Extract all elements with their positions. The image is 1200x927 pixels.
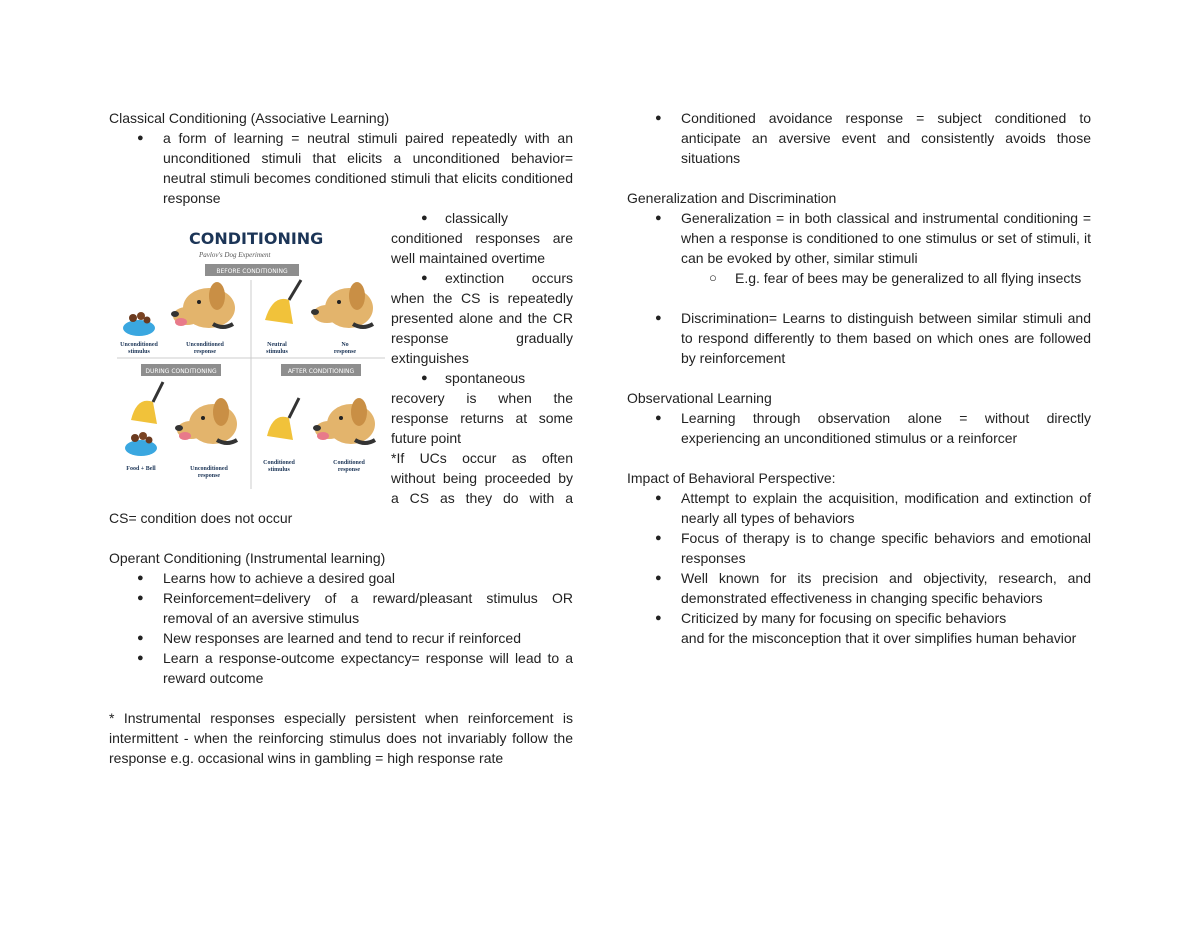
before-banner-text: BEFORE CONDITIONING [216,268,288,275]
list-item: ● Discrimination= Learns to distinguish between similar stimuli and to respond differently to them based on which ones are followed by reinforcement [655,310,1091,366]
bullet-icon: ● [421,212,428,224]
right-column [627,108,1091,648]
bullet-icon: ● [137,132,144,144]
list-item: ● Learns how to achieve a desired goal [137,570,395,586]
impact-title: Impact of Behavioral Perspective: [627,470,836,486]
list-item: ● Generalization = in both classical and instrumental conditioning = when a response is conditioned to one stimulus or set of stimuli, it can be evoked by other, similar stimuli [655,210,1091,266]
conditioning-figure [117,224,385,489]
label-unconditioned-stimulus: Unconditioned [120,342,158,348]
bullet-icon: ● [421,372,428,384]
label-conditioned-response: Conditioned [333,460,365,466]
quadrant-during [125,382,237,479]
list-item [109,128,573,208]
avoidance-text: Conditioned avoidance response = subject conditioned to anticipate an aversive event and consistently avoids those situations [681,110,1091,166]
label-neutral-stimulus: Neutral [267,342,287,348]
left-column [109,108,573,768]
svg-text:response: response [337,467,361,473]
after-banner-text: AFTER CONDITIONING [287,368,355,375]
bullet-icon: ● [655,212,662,224]
bell-icon [265,280,301,324]
list-item: ● classically [421,210,509,226]
dog-icon [171,282,235,328]
bullet-icon: ● [655,112,662,124]
bullet-icon: ● [655,312,662,324]
impact-continued: and for the misconception that it over simplifies human behavior [681,630,1077,646]
bowl-icon [123,320,155,336]
bullet-icon: ● [137,632,144,644]
bell-icon [267,398,299,440]
classical-definition: a form of learning = neutral stimuli paired repeatedly with an unconditioned stimuli that elicits a unconditioned behavior= neutral stimuli becomes conditioned stimuli that elicits conditioned response [163,130,573,206]
figure-subtitle: Pavlov's Dog Experiment [199,251,271,259]
list-item: ● spontaneous [421,370,526,386]
during-banner-text: DURING CONDITIONING [145,368,217,375]
bullet-icon: ● [655,612,662,624]
ucs-note-continued: CS= condition does not occur [109,510,293,526]
circle-bullet-icon: ○ [709,270,717,285]
svg-text:stimulus: stimulus [268,467,290,473]
list-item: ● Focus of therapy is to change specific behaviors and emotional responses [655,530,1091,566]
bullet-icon: ● [137,572,144,584]
quadrant-after [263,398,375,473]
dog-icon [313,398,375,444]
instrumental-note: * Instrumental responses especially persistent when reinforcement is intermittent - when the reinforcing stimulus does not invariably follow the response e.g. occasional wins in gambling = high response rate [109,710,573,766]
bullet-icon: ● [137,592,144,604]
generalization-title: Generalization and Discrimination [627,190,837,206]
label-food-bell: Food + Bell [126,466,156,472]
figure-wrap-region [109,208,573,508]
dog-icon [311,282,373,328]
svg-text:stimulus: stimulus [266,349,288,355]
label-unconditioned-response: Unconditioned [186,342,224,348]
observational-title: Observational Learning [627,390,772,406]
bullet-icon: ● [655,572,662,584]
list-item: ● Learning through observation alone = without directly experiencing an unconditioned stimulus or a reinforcer [655,410,1091,446]
list-item: ● Well known for its precision and objectivity, research, and demonstrated effectiveness in changing specific behaviors [655,570,1091,606]
operant-title: Operant Conditioning (Instrumental learning) [109,550,386,566]
list-item: ● Attempt to explain the acquisition, modification and extinction of nearly all types of behaviors [655,490,1091,526]
list-item: ● New responses are learned and tend to recur if reinforced [137,630,521,646]
list-item: ● Learn a response-outcome expectancy= response will lead to a reward outcome [137,650,573,686]
ucs-note: *If UCs occur as often without being proceeded by a CS as they do with a [391,450,573,506]
label-no-response: No [341,342,349,348]
figure-title: CONDITIONING [189,229,324,248]
label-unconditioned-response-2: Unconditioned [190,466,228,472]
bell-icon [131,382,163,424]
svg-text:response: response [197,473,221,479]
quadrant-before-left [120,282,235,355]
svg-text:response: response [333,349,357,355]
list-item [627,108,1091,168]
figure-side-text: ● classically conditioned responses are well maintained overtime ● extinction occurs when the CS is repeatedly presented alone and the CR response gradually extinguishes ● spontaneous recovery is when the response returns at some future point *If UCs occur as often without being proceeded by a CS as they do with a [391,210,573,506]
dog-icon [175,398,237,444]
list-item: ○ E.g. fear of bees may be generalized to all flying insects [709,270,1082,286]
bullet-icon: ● [655,532,662,544]
list-item: ● Criticized by many for focusing on specific behaviors [655,610,1007,626]
list-item: ● Reinforcement=delivery of a reward/pleasant stimulus OR removal of an aversive stimulus [137,590,573,626]
bullet-icon: ● [655,412,662,424]
label-conditioned-stimulus: Conditioned [263,460,295,466]
classical-title: Classical Conditioning (Associative Learning) [109,110,390,126]
bullet-icon: ● [655,492,662,504]
svg-text:stimulus: stimulus [128,349,150,355]
bowl-icon [125,440,157,456]
bullet-icon: ● [421,272,428,284]
bullet-icon: ● [137,652,144,664]
quadrant-before-right [265,280,373,355]
svg-text:response: response [193,349,217,355]
list-item: ● extinction occurs [421,270,573,286]
